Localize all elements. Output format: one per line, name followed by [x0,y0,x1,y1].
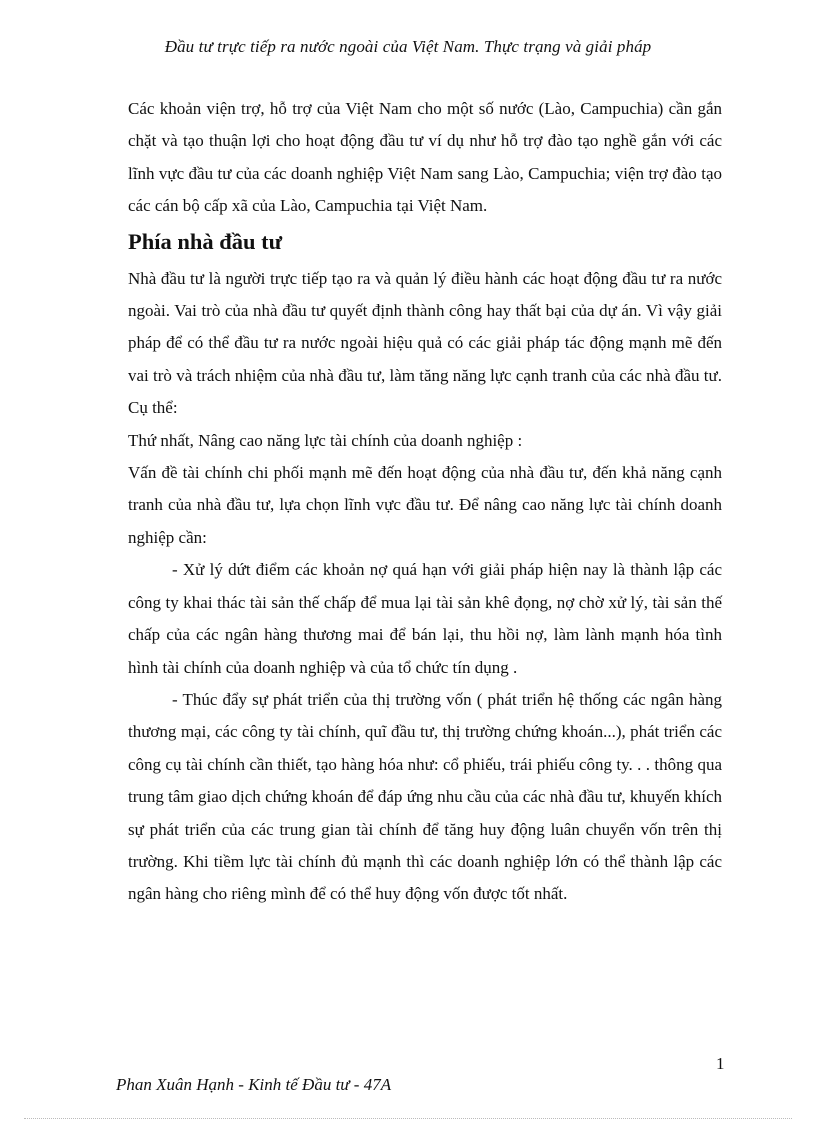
running-header: Đầu tư trực tiếp ra nước ngoài của Việt Nam. Thực trạng và giải pháp [164,37,652,56]
bullet-item-1: - Xử lý dứt điểm các khoản nợ quá hạn với giải pháp hiện nay là thành lập các công ty khai thác tài sản thế chấp để mua lại tài sản khê đọng, nợ chờ xử lý, tài sản thế chấp của các ngân hàng thương mai để bán lại, thu hồi nợ, làm lành mạnh hóa tình hình tài chính của doanh nghiệp và của tổ chức tín dụng . [128,560,722,677]
section-heading: Phía nhà đầu tư [128,228,283,254]
footer-divider [24,1118,792,1119]
document-body [128,93,722,911]
first-point-title: Thứ nhất, Nâng cao năng lực tài chính của doanh nghiệp : [128,430,523,450]
section-paragraph: Nhà đầu tư là người trực tiếp tạo ra và quản lý điều hành các hoạt động đầu tư ra nước ngoài. Vai trò của nhà đầu tư quyết định thành công hay thất bại của dự án. Vì vậy giải pháp để có thể đầu tư ra nước ngoài hiệu quả có các giải pháp tác động mạnh mẽ đến vai trò và trách nhiệm của nhà đầu tư, làm tăng năng lực cạnh tranh của các nhà đầu tư. Cụ thể: [128,268,722,418]
footer-author: Phan Xuân Hạnh - Kinh tế Đầu tư - 47A [116,1075,392,1094]
bullet-item-2: - Thúc đẩy sự phát triển của thị trường vốn ( phát triển hệ thống các ngân hàng thương mại, các công ty tài chính, quĩ đầu tư, thị trường chứng khoán...), phát triển các công cụ tài chính cần thiết, tạo hàng hóa như: cổ phiếu, trái phiếu công ty. . . thông qua trung tâm giao dịch chứng khoán để đáp ứng nhu cầu của các nhà đầu tư, khuyến khích sự phát triển của các trung gian tài chính để tăng huy động luân chuyển vốn trên thị trường. Khi tiềm lực tài chính đủ mạnh thì các doanh nghiệp lớn có thể thành lập các ngân hàng cho riêng mình để có thể huy động vốn được tốt nhất. [128,689,722,904]
page-number: 1 [716,1054,725,1073]
intro-paragraph: Các khoản viện trợ, hỗ trợ của Việt Nam cho một số nước (Lào, Campuchia) cần gắn chặt và tạo thuận lợi cho hoạt động đầu tư ví dụ như hỗ trợ đào tạo nghề gắn với các lĩnh vực đầu tư của các doanh nghiệp Việt Nam sang Lào, Campuchia; viện trợ đào tạo các cán bộ cấp xã của Lào, Campuchia tại Việt Nam. [128,99,722,216]
first-point-paragraph: Vấn đề tài chính chi phối mạnh mẽ đến hoạt động của nhà đầu tư, đến khả năng cạnh tranh của nhà đầu tư, lựa chọn lĩnh vực đầu tư. Để nâng cao năng lực tài chính doanh nghiệp cần: [128,463,722,547]
